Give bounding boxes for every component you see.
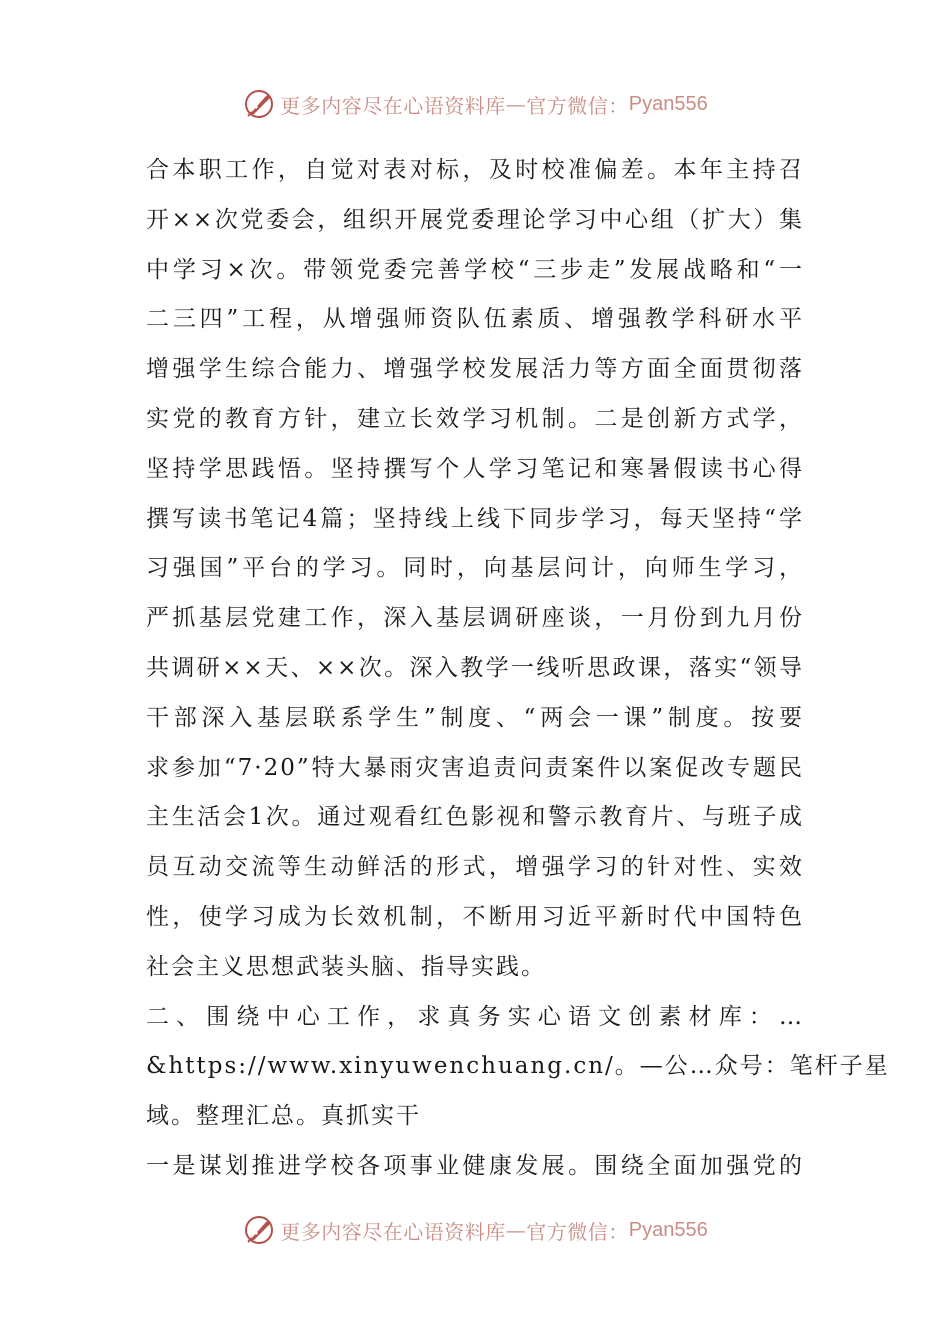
body-line: 干部深入基层联系学生”制度、“两会一课”制度。按要 <box>146 704 804 731</box>
body-line: 坚持学思践悟。坚持撰写个人学习笔记和寒暑假读书心得 <box>146 455 804 482</box>
body-line: 合本职工作，自觉对表对标，及时校准偏差。本年主持召 <box>146 157 804 183</box>
watermark-main-text: 更多内容尽在心语资料库 <box>280 93 506 118</box>
watermark-separator: — <box>505 92 527 116</box>
body-line: 开××次党委会，组织开展党委理论学习中心组（扩大）集 <box>146 206 804 233</box>
body-line: 主生活会1次。通过观看红色影视和警示教育片、与班子成 <box>146 804 804 831</box>
body-line: 增强学生综合能力、增强学校发展活力等方面全面贯彻落 <box>146 356 804 383</box>
quill-logo-icon <box>242 87 276 121</box>
body-line: 习强国”平台的学习。同时，向基层问计，向师生学习， <box>146 555 804 582</box>
watermark-wechat-id: Pyan556 <box>628 92 708 115</box>
body-line: 性，使学习成为长效机制，不断用习近平新时代中国特色 <box>146 903 804 930</box>
watermark-wechat-id: Pyan556 <box>628 1218 708 1241</box>
body-line: 一是谋划推进学校各项事业健康发展。围绕全面加强党的 <box>146 1152 804 1179</box>
body-line: 域。整理汇总。真抓实干 <box>146 1103 421 1130</box>
body-line: 中学习×次。带领党委完善学校“三步走”发展战略和“一 <box>146 256 804 283</box>
section-heading: 二、围绕中心工作，求真务实心语文创素材库：… <box>146 1003 804 1030</box>
body-line: 员互动交流等生动鲜活的形式，增强学习的针对性、实效 <box>146 854 804 881</box>
body-line: 严抓基层党建工作，深入基层调研座谈，一月份到九月份 <box>146 605 804 632</box>
body-line: 二三四”工程，从增强师资队伍素质、增强教学科研水平 <box>146 306 804 333</box>
quill-logo-icon <box>242 1213 276 1247</box>
document-body <box>146 146 890 1192</box>
watermark-main-text: 更多内容尽在心语资料库 <box>280 1219 506 1244</box>
watermark-official-label: 官方微信： <box>526 93 629 118</box>
header-watermark <box>0 84 950 124</box>
body-line: 撰写读书笔记4篇；坚持线上线下同步学习，每天坚持“学 <box>146 505 804 532</box>
body-line: 实党的教育方针，建立长效学习机制。二是创新方式学， <box>146 405 804 432</box>
footer-watermark <box>0 1210 950 1250</box>
body-line-url: &https://www.xinyuwenchuang.cn/。—公…众号：笔杆子星 <box>146 1053 890 1080</box>
watermark-official-label: 官方微信： <box>526 1219 629 1244</box>
watermark-separator: — <box>505 1218 527 1242</box>
body-line: 社会主义思想武装头脑、指导实践。 <box>146 953 546 980</box>
body-line: 求参加“7·20”特大暴雨灾害追责问责案件以案促改专题民 <box>146 754 804 781</box>
body-line: 共调研××天、××次。深入教学一线听思政课，落实“领导 <box>146 654 804 681</box>
